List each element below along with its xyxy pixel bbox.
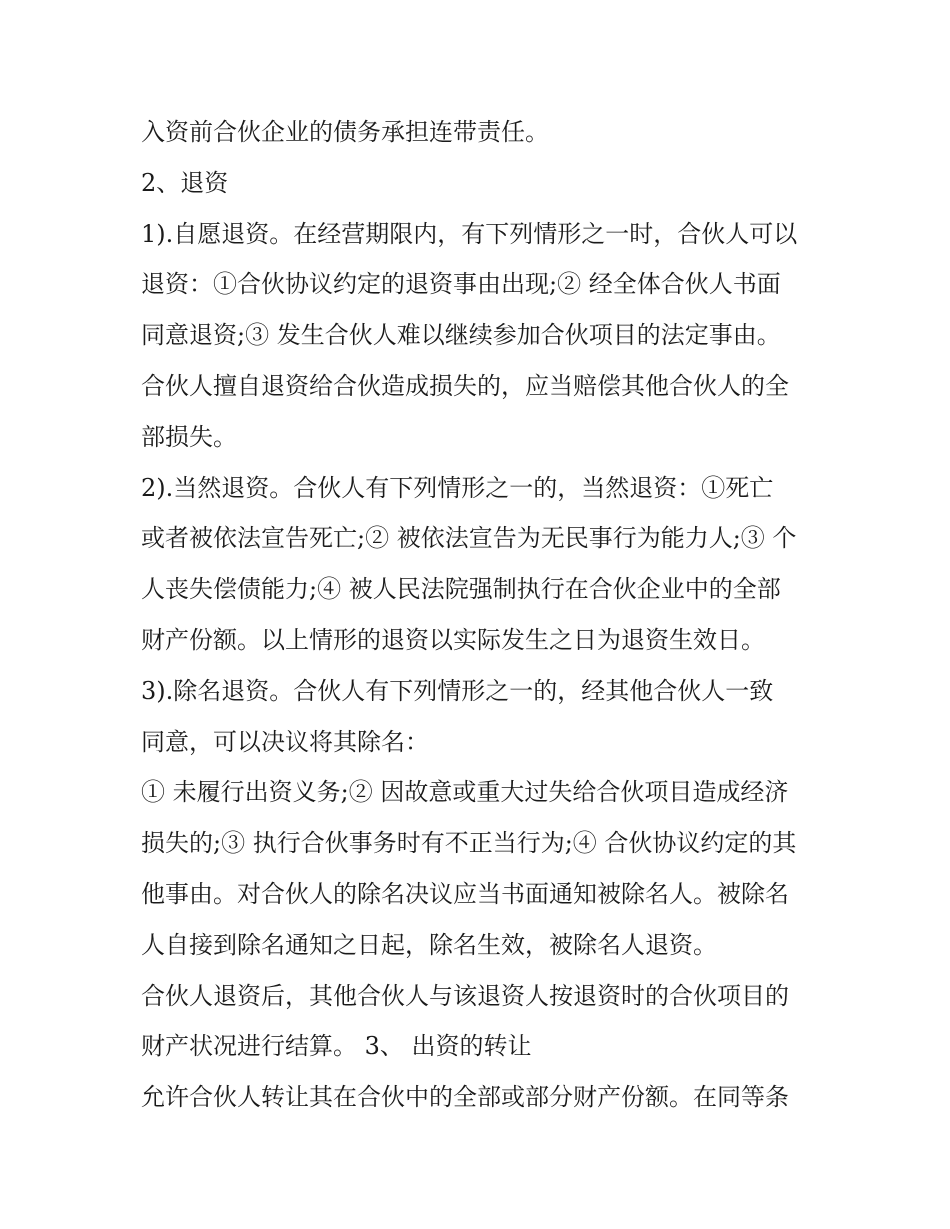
document-body xyxy=(141,107,821,1123)
text-line: 他事由。对合伙人的除名决议应当书面通知被除名人。被除名 xyxy=(141,879,789,908)
text-line: 1).自愿退资。在经营期限内，有下列情形之一时，合伙人可以 xyxy=(141,219,798,248)
text-line: 退资：①合伙协议约定的退资事由出现;② 经全体合伙人书面 xyxy=(141,270,781,299)
text-line: 人丧失偿债能力;④ 被人民法院强制执行在合伙企业中的全部 xyxy=(141,575,781,604)
text-line: 同意，可以决议将其除名： xyxy=(141,727,429,756)
text-line: 部损失。 xyxy=(141,422,237,451)
text-line: ① 未履行出资义务;② 因故意或重大过失给合伙项目造成经济 xyxy=(141,778,789,807)
text-line: 同意退资;③ 发生合伙人难以继续参加合伙项目的法定事由。 xyxy=(141,321,781,350)
text-line: 财产状况进行结算。 3、 出资的转让 xyxy=(141,1032,532,1061)
text-line: 财产份额。以上情形的退资以实际发生之日为退资生效日。 xyxy=(141,625,765,654)
section-heading: 2、退资 xyxy=(141,168,229,197)
text-line: 3).除名退资。合伙人有下列情形之一的，经其他合伙人一致 xyxy=(141,676,774,705)
text-line: 允许合伙人转让其在合伙中的全部或部分财产份额。在同等条 xyxy=(141,1083,789,1112)
text-line: 损失的;③ 执行合伙事务时有不正当行为;④ 合伙协议约定的其 xyxy=(141,829,797,858)
text-line: 合伙人退资后，其他合伙人与该退资人按退资时的合伙项目的 xyxy=(141,981,789,1010)
text-line: 合伙人擅自退资给合伙造成损失的，应当赔偿其他合伙人的全 xyxy=(141,371,789,400)
text-line: 入资前合伙企业的债务承担连带责任。 xyxy=(141,118,549,146)
text-line: 2).当然退资。合伙人有下列情形之一的，当然退资：①死亡 xyxy=(141,473,774,502)
text-line: 人自接到除名通知之日起，除名生效，被除名人退资。 xyxy=(141,930,717,959)
text-line: 或者被依法宣告死亡;② 被依法宣告为无民事行为能力人;③ 个 xyxy=(141,524,797,553)
